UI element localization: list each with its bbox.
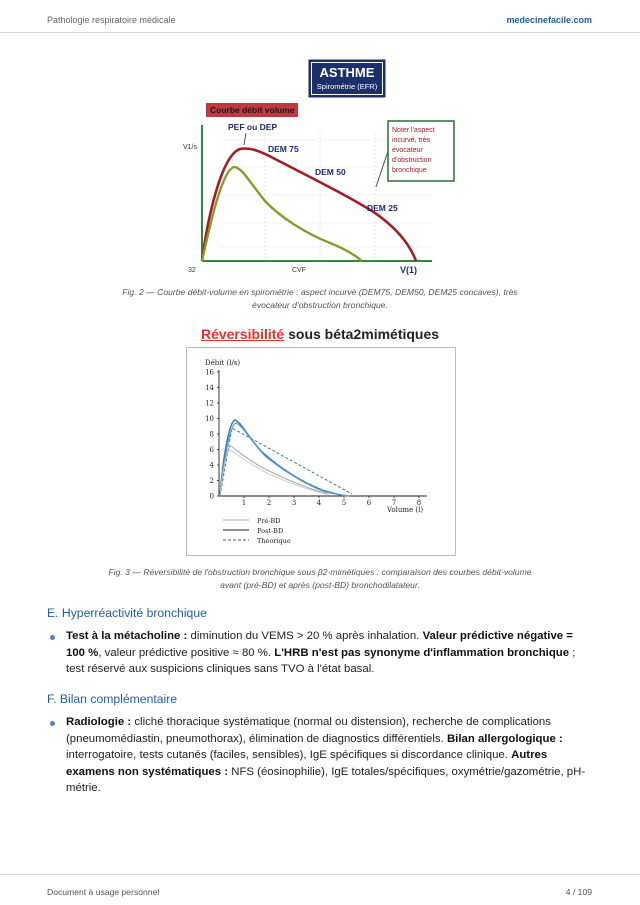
note-line-4: d'obstruction bbox=[392, 157, 432, 164]
section-f-paragraph bbox=[66, 714, 594, 797]
bold-text: Bilan allergologique : bbox=[446, 732, 563, 745]
x-tick-label: 6 bbox=[366, 499, 372, 507]
legend-theoretical: Théorique bbox=[257, 537, 291, 545]
figure-2-caption bbox=[95, 286, 545, 312]
text: NFS (éosinophilie), IgE totales/spécifiques, oxymétrie/gazométrie, pH-métrie. bbox=[66, 765, 586, 794]
reversibility-title-rest: sous béta2mimétiques bbox=[284, 326, 440, 342]
asthma-flow-volume-figure bbox=[180, 55, 460, 280]
section-f-title: F. Bilan complémentaire bbox=[47, 692, 178, 706]
y-tick-label: 0 bbox=[209, 492, 214, 501]
text: , valeur prédictive positive ≈ 80 %. bbox=[98, 646, 275, 659]
dem75-label: DEM 75 bbox=[268, 144, 299, 154]
x-axis-title: Volume (l) bbox=[387, 506, 424, 514]
y-tick-label: 2 bbox=[209, 477, 214, 485]
x-tick-label: 1 bbox=[241, 499, 247, 507]
asthma-badge-title: ASTHME bbox=[319, 65, 375, 80]
y-tick-label: 4 bbox=[209, 461, 214, 470]
bold-text: Radiologie : bbox=[66, 716, 132, 728]
asthma-badge-subtitle: Spirométrie (EFR) bbox=[316, 82, 378, 91]
header-site-link[interactable]: medecinefacile.com bbox=[506, 15, 592, 25]
figure-3-caption bbox=[75, 566, 565, 592]
x-end-label: V(1) bbox=[400, 265, 418, 275]
legend-pre-bd: Pré-BD bbox=[257, 517, 281, 525]
y-tick-label: 8 bbox=[209, 430, 214, 439]
header-title: Pathologie respiratoire médicale bbox=[47, 15, 176, 25]
footer-note: Document à usage personnel bbox=[47, 887, 160, 897]
page-header bbox=[0, 0, 640, 33]
page-number: 4 / 109 bbox=[565, 887, 592, 897]
pef-label: PEF ou DEP bbox=[228, 122, 278, 132]
x-origin-label: 32 bbox=[188, 267, 196, 274]
post-bd-curve-2 bbox=[220, 423, 349, 496]
caption-line: avant (pré-BD) et après (post-BD) bronchodilatateur. bbox=[220, 580, 420, 590]
note-line-1: Noter l'aspect bbox=[392, 127, 435, 134]
reversibility-title bbox=[150, 326, 490, 342]
theoretical-curve bbox=[220, 428, 352, 496]
section-e-title: E. Hyperréactivité bronchique bbox=[47, 606, 207, 620]
dem25-label: DEM 25 bbox=[367, 203, 398, 213]
bullet-icon bbox=[50, 635, 55, 640]
text: interrogatoire, tests cutanés (faciles, sensibles), IgE spécifiques si discordance clinique. bbox=[66, 749, 512, 761]
x-tick-label: 2 bbox=[266, 499, 272, 507]
legend-post-bd: Post-BD bbox=[257, 527, 284, 535]
x-tick-label: 4 bbox=[316, 499, 322, 507]
caption-line: Fig. 2 — Courbe débit-volume en spirométrie : aspect incurvé (DEM75, DEM50, DEM25 concaves), très bbox=[122, 287, 518, 297]
dem50-label: DEM 50 bbox=[315, 167, 346, 177]
text: diminution du VEMS > 20 % après inhalation. bbox=[187, 630, 423, 642]
section-e-paragraph bbox=[66, 628, 594, 678]
y-axis-title: Débit (l/s) bbox=[205, 359, 241, 367]
chart-legend bbox=[223, 517, 291, 545]
note-line-3: évocateur bbox=[392, 147, 423, 154]
x-tick-label: 7 bbox=[391, 499, 397, 507]
x-tick-label: 8 bbox=[416, 499, 422, 507]
bold-text: Valeur prédictive négative = 100 % bbox=[66, 630, 573, 659]
x-tick-label: 5 bbox=[341, 499, 347, 507]
x-tick-label: 3 bbox=[291, 499, 297, 507]
note-line-5: bronchique bbox=[392, 167, 427, 174]
y-tick-label: 6 bbox=[209, 446, 214, 454]
y-axis-label: V1/s bbox=[183, 144, 198, 151]
bold-text: Test à la métacholine : bbox=[66, 630, 188, 642]
text: cliché thoracique systématique (normal ou distension), recherche de complications (pneumomédiastin, pneumothorax), élimination de diagnostics différentiels. bbox=[66, 716, 551, 745]
bold-text: L'HRB n'est pas synonyme d'inflammation bronchique bbox=[274, 646, 570, 659]
bold-text: Autres examens non systématiques : bbox=[66, 749, 548, 778]
caption-line: Fig. 3 — Réversibilité de l'obstruction bronchique sous β2-mimétiques : comparaison des courbes débit-volume bbox=[108, 567, 532, 577]
reversibility-chart bbox=[186, 347, 456, 556]
y-tick-label: 14 bbox=[205, 384, 214, 392]
bullet-icon bbox=[50, 721, 55, 726]
curve-label: Courbe débit volume bbox=[210, 105, 295, 115]
y-tick-label: 16 bbox=[205, 368, 214, 377]
note-line-2: incurvé, très bbox=[392, 137, 431, 144]
y-tick-label: 12 bbox=[205, 399, 214, 408]
x-mid-label: CVF bbox=[292, 267, 306, 274]
caption-line: évocateur d'obstruction bronchique. bbox=[252, 300, 388, 310]
reversibility-title-red: Réversibilité bbox=[200, 326, 285, 342]
text: ; test réservé aux suspicions cliniques sans TVO à l'état basal. bbox=[66, 646, 576, 675]
y-tick-label: 10 bbox=[205, 415, 214, 423]
page-footer bbox=[0, 874, 640, 905]
